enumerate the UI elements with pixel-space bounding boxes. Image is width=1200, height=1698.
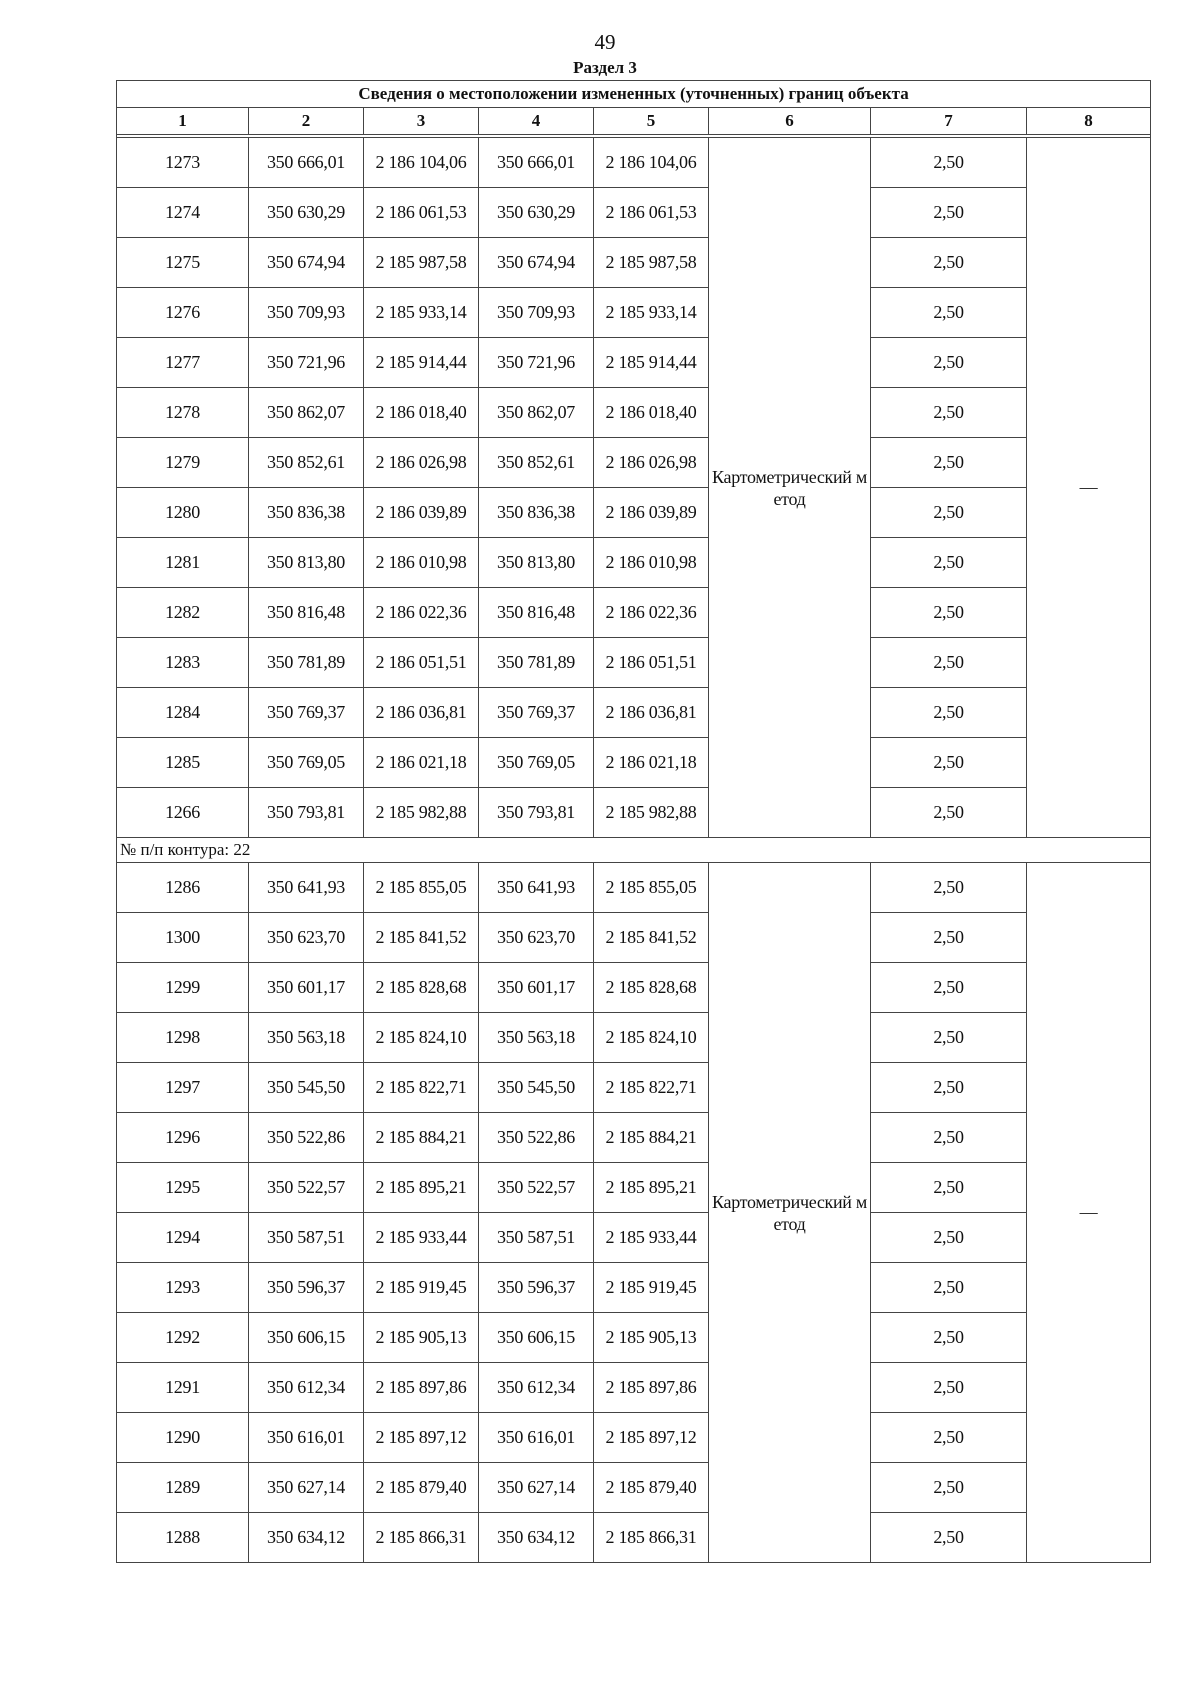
accuracy-cell: 2,50 xyxy=(871,788,1027,838)
accuracy-cell: 2,50 xyxy=(871,1363,1027,1413)
y-refined-cell: 2 185 895,21 xyxy=(594,1163,709,1213)
y-refined-cell: 2 186 104,06 xyxy=(594,138,709,188)
y-existing-cell: 2 185 919,45 xyxy=(364,1263,479,1313)
y-existing-cell: 2 185 933,14 xyxy=(364,288,479,338)
column-number: 5 xyxy=(594,108,709,135)
point-number-cell: 1298 xyxy=(117,1013,249,1063)
accuracy-cell: 2,50 xyxy=(871,338,1027,388)
point-number-cell: 1273 xyxy=(117,138,249,188)
accuracy-cell: 2,50 xyxy=(871,1263,1027,1313)
x-existing-cell: 350 769,05 xyxy=(249,738,364,788)
table-row xyxy=(117,1363,1151,1413)
y-existing-cell: 2 185 933,44 xyxy=(364,1213,479,1263)
table-row xyxy=(117,1213,1151,1263)
x-existing-cell: 350 587,51 xyxy=(249,1213,364,1263)
accuracy-cell: 2,50 xyxy=(871,738,1027,788)
accuracy-cell: 2,50 xyxy=(871,388,1027,438)
table-row xyxy=(117,138,1151,188)
point-number-cell: 1291 xyxy=(117,1363,249,1413)
y-refined-cell: 2 186 022,36 xyxy=(594,588,709,638)
accuracy-cell: 2,50 xyxy=(871,1413,1027,1463)
accuracy-cell: 2,50 xyxy=(871,588,1027,638)
y-existing-cell: 2 186 051,51 xyxy=(364,638,479,688)
accuracy-cell: 2,50 xyxy=(871,1063,1027,1113)
y-existing-cell: 2 185 855,05 xyxy=(364,863,479,913)
y-existing-cell: 2 185 879,40 xyxy=(364,1463,479,1513)
table-row xyxy=(117,788,1151,838)
x-refined-cell: 350 816,48 xyxy=(479,588,594,638)
y-refined-cell: 2 186 051,51 xyxy=(594,638,709,688)
x-existing-cell: 350 634,12 xyxy=(249,1513,364,1563)
point-number-cell: 1293 xyxy=(117,1263,249,1313)
point-number-cell: 1300 xyxy=(117,913,249,963)
x-refined-cell: 350 769,37 xyxy=(479,688,594,738)
y-existing-cell: 2 185 895,21 xyxy=(364,1163,479,1213)
y-existing-cell: 2 186 104,06 xyxy=(364,138,479,188)
table-row xyxy=(117,1263,1151,1313)
point-number-cell: 1275 xyxy=(117,238,249,288)
x-existing-cell: 350 616,01 xyxy=(249,1413,364,1463)
accuracy-cell: 2,50 xyxy=(871,1463,1027,1513)
description-cell: — xyxy=(1027,138,1151,838)
accuracy-cell: 2,50 xyxy=(871,138,1027,188)
accuracy-cell: 2,50 xyxy=(871,638,1027,688)
page-number: 49 xyxy=(594,30,616,54)
x-existing-cell: 350 627,14 xyxy=(249,1463,364,1513)
column-number: 6 xyxy=(709,108,871,135)
accuracy-cell: 2,50 xyxy=(871,1013,1027,1063)
x-existing-cell: 350 666,01 xyxy=(249,138,364,188)
accuracy-cell: 2,50 xyxy=(871,913,1027,963)
table-row xyxy=(117,588,1151,638)
point-number-cell: 1292 xyxy=(117,1313,249,1363)
x-refined-cell: 350 612,34 xyxy=(479,1363,594,1413)
point-number-cell: 1290 xyxy=(117,1413,249,1463)
x-refined-cell: 350 616,01 xyxy=(479,1413,594,1463)
description-cell: — xyxy=(1027,863,1151,1563)
accuracy-cell: 2,50 xyxy=(871,1513,1027,1563)
x-existing-cell: 350 545,50 xyxy=(249,1063,364,1113)
x-refined-cell: 350 709,93 xyxy=(479,288,594,338)
table-body xyxy=(117,135,1151,1563)
x-refined-cell: 350 721,96 xyxy=(479,338,594,388)
x-refined-cell: 350 627,14 xyxy=(479,1463,594,1513)
y-refined-cell: 2 185 879,40 xyxy=(594,1463,709,1513)
table-row xyxy=(117,1463,1151,1513)
table-row xyxy=(117,238,1151,288)
y-existing-cell: 2 185 914,44 xyxy=(364,338,479,388)
y-refined-cell: 2 185 897,12 xyxy=(594,1413,709,1463)
x-existing-cell: 350 769,37 xyxy=(249,688,364,738)
column-number: 3 xyxy=(364,108,479,135)
y-refined-cell: 2 185 919,45 xyxy=(594,1263,709,1313)
x-refined-cell: 350 793,81 xyxy=(479,788,594,838)
y-existing-cell: 2 185 822,71 xyxy=(364,1063,479,1113)
point-number-cell: 1281 xyxy=(117,538,249,588)
point-number-cell: 1278 xyxy=(117,388,249,438)
table-row xyxy=(117,338,1151,388)
x-refined-cell: 350 587,51 xyxy=(479,1213,594,1263)
y-refined-cell: 2 185 884,21 xyxy=(594,1113,709,1163)
y-existing-cell: 2 185 897,86 xyxy=(364,1363,479,1413)
x-existing-cell: 350 816,48 xyxy=(249,588,364,638)
y-existing-cell: 2 185 897,12 xyxy=(364,1413,479,1463)
point-number-cell: 1266 xyxy=(117,788,249,838)
y-existing-cell: 2 186 026,98 xyxy=(364,438,479,488)
x-refined-cell: 350 630,29 xyxy=(479,188,594,238)
boundary-table xyxy=(116,80,1151,1563)
y-existing-cell: 2 185 884,21 xyxy=(364,1113,479,1163)
x-existing-cell: 350 601,17 xyxy=(249,963,364,1013)
table-row xyxy=(117,438,1151,488)
y-refined-cell: 2 185 841,52 xyxy=(594,913,709,963)
y-existing-cell: 2 185 866,31 xyxy=(364,1513,479,1563)
accuracy-cell: 2,50 xyxy=(871,1163,1027,1213)
contour-label: № п/п контура: 22 xyxy=(117,838,1151,863)
point-number-cell: 1277 xyxy=(117,338,249,388)
point-number-cell: 1274 xyxy=(117,188,249,238)
x-refined-cell: 350 606,15 xyxy=(479,1313,594,1363)
point-number-cell: 1299 xyxy=(117,963,249,1013)
y-existing-cell: 2 186 018,40 xyxy=(364,388,479,438)
x-existing-cell: 350 522,57 xyxy=(249,1163,364,1213)
x-refined-cell: 350 781,89 xyxy=(479,638,594,688)
y-refined-cell: 2 186 039,89 xyxy=(594,488,709,538)
x-refined-cell: 350 522,57 xyxy=(479,1163,594,1213)
y-refined-cell: 2 185 897,86 xyxy=(594,1363,709,1413)
point-number-cell: 1294 xyxy=(117,1213,249,1263)
point-number-cell: 1276 xyxy=(117,288,249,338)
point-number-cell: 1296 xyxy=(117,1113,249,1163)
table-row xyxy=(117,688,1151,738)
y-existing-cell: 2 186 036,81 xyxy=(364,688,479,738)
point-number-cell: 1286 xyxy=(117,863,249,913)
column-number: 2 xyxy=(249,108,364,135)
x-refined-cell: 350 623,70 xyxy=(479,913,594,963)
y-refined-cell: 2 185 914,44 xyxy=(594,338,709,388)
y-existing-cell: 2 186 010,98 xyxy=(364,538,479,588)
y-refined-cell: 2 185 933,44 xyxy=(594,1213,709,1263)
y-refined-cell: 2 186 036,81 xyxy=(594,688,709,738)
x-existing-cell: 350 641,93 xyxy=(249,863,364,913)
x-existing-cell: 350 596,37 xyxy=(249,1263,364,1313)
accuracy-cell: 2,50 xyxy=(871,488,1027,538)
table-row xyxy=(117,1163,1151,1213)
y-refined-cell: 2 186 010,98 xyxy=(594,538,709,588)
point-number-cell: 1285 xyxy=(117,738,249,788)
accuracy-cell: 2,50 xyxy=(871,438,1027,488)
x-refined-cell: 350 674,94 xyxy=(479,238,594,288)
y-existing-cell: 2 186 022,36 xyxy=(364,588,479,638)
y-existing-cell: 2 186 061,53 xyxy=(364,188,479,238)
x-refined-cell: 350 852,61 xyxy=(479,438,594,488)
y-refined-cell: 2 185 866,31 xyxy=(594,1513,709,1563)
x-existing-cell: 350 721,96 xyxy=(249,338,364,388)
section-title: Раздел 3 xyxy=(573,58,637,77)
contour-label-row xyxy=(117,838,1151,863)
x-existing-cell: 350 522,86 xyxy=(249,1113,364,1163)
point-number-cell: 1289 xyxy=(117,1463,249,1513)
x-existing-cell: 350 781,89 xyxy=(249,638,364,688)
x-refined-cell: 350 813,80 xyxy=(479,538,594,588)
table-row xyxy=(117,1063,1151,1113)
x-refined-cell: 350 769,05 xyxy=(479,738,594,788)
x-refined-cell: 350 862,07 xyxy=(479,388,594,438)
x-existing-cell: 350 852,61 xyxy=(249,438,364,488)
x-refined-cell: 350 634,12 xyxy=(479,1513,594,1563)
y-refined-cell: 2 185 828,68 xyxy=(594,963,709,1013)
column-number-row xyxy=(117,108,1151,135)
point-number-cell: 1280 xyxy=(117,488,249,538)
y-refined-cell: 2 186 021,18 xyxy=(594,738,709,788)
table-row xyxy=(117,913,1151,963)
accuracy-cell: 2,50 xyxy=(871,863,1027,913)
x-existing-cell: 350 793,81 xyxy=(249,788,364,838)
x-refined-cell: 350 836,38 xyxy=(479,488,594,538)
x-existing-cell: 350 563,18 xyxy=(249,1013,364,1063)
x-refined-cell: 350 563,18 xyxy=(479,1013,594,1063)
accuracy-cell: 2,50 xyxy=(871,963,1027,1013)
x-refined-cell: 350 601,17 xyxy=(479,963,594,1013)
y-refined-cell: 2 185 822,71 xyxy=(594,1063,709,1113)
y-existing-cell: 2 186 021,18 xyxy=(364,738,479,788)
table-row xyxy=(117,538,1151,588)
accuracy-cell: 2,50 xyxy=(871,538,1027,588)
x-refined-cell: 350 596,37 xyxy=(479,1263,594,1313)
accuracy-cell: 2,50 xyxy=(871,1213,1027,1263)
y-existing-cell: 2 185 987,58 xyxy=(364,238,479,288)
point-number-cell: 1297 xyxy=(117,1063,249,1113)
x-existing-cell: 350 630,29 xyxy=(249,188,364,238)
point-number-cell: 1284 xyxy=(117,688,249,738)
x-existing-cell: 350 623,70 xyxy=(249,913,364,963)
y-existing-cell: 2 185 841,52 xyxy=(364,913,479,963)
x-refined-cell: 350 641,93 xyxy=(479,863,594,913)
point-number-cell: 1279 xyxy=(117,438,249,488)
column-number: 4 xyxy=(479,108,594,135)
accuracy-cell: 2,50 xyxy=(871,688,1027,738)
table-row xyxy=(117,1313,1151,1363)
x-existing-cell: 350 813,80 xyxy=(249,538,364,588)
table-row xyxy=(117,188,1151,238)
y-refined-cell: 2 185 855,05 xyxy=(594,863,709,913)
accuracy-cell: 2,50 xyxy=(871,188,1027,238)
accuracy-cell: 2,50 xyxy=(871,1313,1027,1363)
x-refined-cell: 350 522,86 xyxy=(479,1113,594,1163)
x-existing-cell: 350 612,34 xyxy=(249,1363,364,1413)
point-number-cell: 1283 xyxy=(117,638,249,688)
x-existing-cell: 350 606,15 xyxy=(249,1313,364,1363)
x-existing-cell: 350 709,93 xyxy=(249,288,364,338)
table-row xyxy=(117,388,1151,438)
accuracy-cell: 2,50 xyxy=(871,288,1027,338)
y-existing-cell: 2 185 824,10 xyxy=(364,1013,479,1063)
table-caption: Сведения о местоположении измененных (уточненных) границ объекта xyxy=(117,81,1151,108)
y-existing-cell: 2 185 828,68 xyxy=(364,963,479,1013)
table-row xyxy=(117,488,1151,538)
x-refined-cell: 350 666,01 xyxy=(479,138,594,188)
x-existing-cell: 350 674,94 xyxy=(249,238,364,288)
y-refined-cell: 2 185 982,88 xyxy=(594,788,709,838)
method-cell: Картометрический метод xyxy=(709,863,871,1563)
table-row xyxy=(117,863,1151,913)
y-refined-cell: 2 185 905,13 xyxy=(594,1313,709,1363)
table-row xyxy=(117,963,1151,1013)
x-refined-cell: 350 545,50 xyxy=(479,1063,594,1113)
table-row xyxy=(117,1013,1151,1063)
y-existing-cell: 2 185 982,88 xyxy=(364,788,479,838)
table-row xyxy=(117,1113,1151,1163)
table-row xyxy=(117,1413,1151,1463)
point-number-cell: 1295 xyxy=(117,1163,249,1213)
point-number-cell: 1288 xyxy=(117,1513,249,1563)
column-number: 1 xyxy=(117,108,249,135)
y-existing-cell: 2 185 905,13 xyxy=(364,1313,479,1363)
table-row xyxy=(117,1513,1151,1563)
y-refined-cell: 2 185 987,58 xyxy=(594,238,709,288)
accuracy-cell: 2,50 xyxy=(871,238,1027,288)
y-refined-cell: 2 185 824,10 xyxy=(594,1013,709,1063)
table-row xyxy=(117,738,1151,788)
point-number-cell: 1282 xyxy=(117,588,249,638)
accuracy-cell: 2,50 xyxy=(871,1113,1027,1163)
x-existing-cell: 350 836,38 xyxy=(249,488,364,538)
y-refined-cell: 2 186 061,53 xyxy=(594,188,709,238)
table-row xyxy=(117,638,1151,688)
column-number: 7 xyxy=(871,108,1027,135)
y-refined-cell: 2 186 018,40 xyxy=(594,388,709,438)
y-refined-cell: 2 186 026,98 xyxy=(594,438,709,488)
y-refined-cell: 2 185 933,14 xyxy=(594,288,709,338)
y-existing-cell: 2 186 039,89 xyxy=(364,488,479,538)
column-number: 8 xyxy=(1027,108,1151,135)
method-cell: Картометрический метод xyxy=(709,138,871,838)
x-existing-cell: 350 862,07 xyxy=(249,388,364,438)
table-row xyxy=(117,288,1151,338)
